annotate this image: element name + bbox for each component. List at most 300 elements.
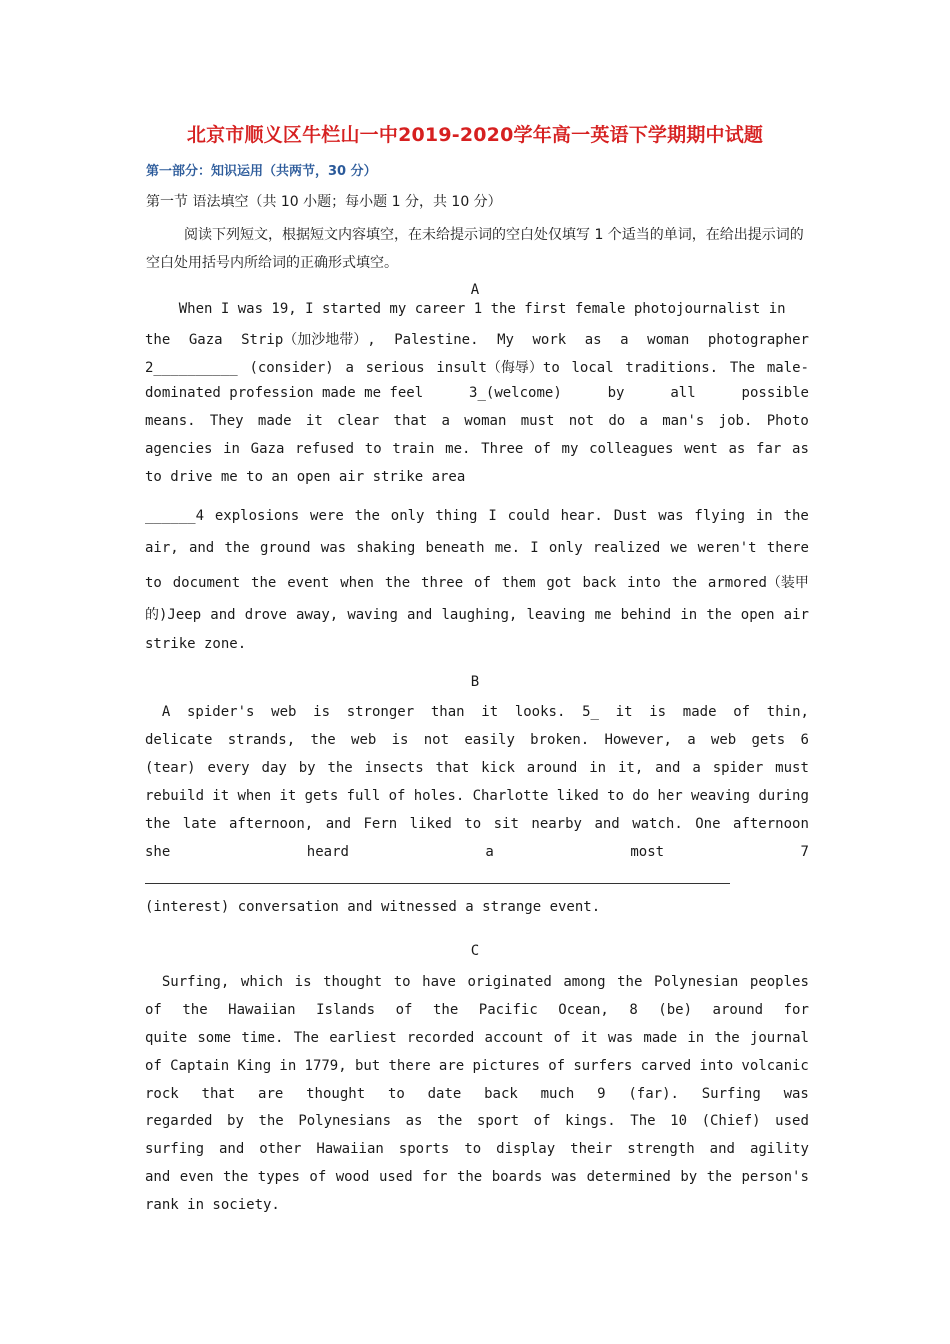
passage-line xyxy=(145,899,809,915)
line-word: My xyxy=(497,332,514,348)
line-word: for xyxy=(422,1169,448,1185)
line-word: However, xyxy=(604,732,672,748)
line-word: in xyxy=(279,1058,297,1074)
passage-line xyxy=(145,974,809,990)
line-word: 6 xyxy=(800,732,809,748)
line-word: three xyxy=(421,575,464,591)
line-word: kick xyxy=(481,760,515,776)
passage-line xyxy=(145,604,809,624)
line-word: among xyxy=(563,974,606,990)
line-word: her xyxy=(657,788,683,804)
line-word: for xyxy=(783,1002,809,1018)
line-word: liked xyxy=(556,788,599,804)
line-word: are xyxy=(438,1058,465,1074)
line-word: in xyxy=(680,607,698,623)
line-word: of xyxy=(309,1169,327,1185)
line-word: to xyxy=(145,575,162,591)
passage-line xyxy=(145,301,809,317)
line-word: the xyxy=(145,816,171,832)
line-word: local xyxy=(571,360,614,376)
line-word: there xyxy=(388,1058,431,1074)
line-word: and xyxy=(594,816,620,832)
line-word: it xyxy=(615,704,633,720)
line-word: back xyxy=(484,1086,518,1102)
line-word: They xyxy=(209,413,244,429)
line-word: the xyxy=(258,1113,284,1129)
line-word: to drive me to an open air strike area xyxy=(145,469,466,485)
passage-line xyxy=(145,1113,809,1129)
line-word: spider xyxy=(712,760,764,776)
line-word: there xyxy=(766,540,809,556)
line-word: A xyxy=(145,704,171,720)
line-word: was xyxy=(607,1030,634,1046)
line-word: by xyxy=(227,1113,244,1129)
line-word: armored（装甲 xyxy=(707,575,809,591)
line-word: my xyxy=(561,441,579,457)
line-word: Fern xyxy=(363,816,398,832)
line-word: Surfing, xyxy=(145,974,230,990)
line-word: was xyxy=(320,540,347,556)
line-word: Ocean, xyxy=(558,1002,609,1018)
line-word: volcanic xyxy=(741,1058,809,1074)
line-word: the xyxy=(384,575,411,591)
line-word: the xyxy=(354,508,380,524)
line-word: and xyxy=(188,540,215,556)
line-word: the xyxy=(783,508,809,524)
line-word: delicate xyxy=(145,732,213,748)
answer-blank-rule xyxy=(145,883,730,884)
line-word: the xyxy=(706,1169,732,1185)
line-word: in xyxy=(223,441,240,457)
line-word: and xyxy=(210,607,236,623)
line-word: when xyxy=(237,788,272,804)
line-word: as xyxy=(584,332,602,348)
line-word: used xyxy=(775,1113,809,1129)
line-word: Palestine. xyxy=(394,332,479,348)
line-word: got xyxy=(546,575,572,591)
line-word: of xyxy=(474,575,491,591)
passage-line xyxy=(145,1141,809,1157)
line-word: was xyxy=(658,508,684,524)
line-word: 1779, xyxy=(304,1058,347,1074)
line-word: a xyxy=(692,760,701,776)
line-word: me xyxy=(594,607,612,623)
line-word: possible xyxy=(741,385,809,401)
line-word: 9 xyxy=(597,1086,606,1102)
line-word: made xyxy=(682,704,717,720)
line-word: the xyxy=(706,607,732,623)
line-word: Gaza xyxy=(188,332,223,348)
passage-line xyxy=(145,385,809,401)
line-word: Surfing xyxy=(701,1086,761,1102)
line-word: 10 xyxy=(670,1113,687,1129)
line-word: of xyxy=(145,1002,162,1018)
line-word: woman xyxy=(464,413,507,429)
line-word: and xyxy=(145,1169,171,1185)
line-word: it xyxy=(580,1030,598,1046)
line-word: to xyxy=(607,788,625,804)
line-word: of xyxy=(548,1058,566,1074)
line-word: I xyxy=(530,540,539,556)
line-word: late xyxy=(182,816,217,832)
line-word: colleagues xyxy=(589,441,674,457)
line-word: every xyxy=(207,760,250,776)
passage-line xyxy=(145,572,809,592)
line-word: boards xyxy=(491,1169,543,1185)
line-word: it xyxy=(212,788,230,804)
passage-line xyxy=(145,732,809,748)
line-word: kings. xyxy=(565,1113,616,1129)
line-word: wood xyxy=(335,1169,370,1185)
line-word: gets xyxy=(751,732,786,748)
passage-line xyxy=(145,788,809,804)
line-word: to xyxy=(393,974,411,990)
line-word: surfing xyxy=(145,1141,205,1157)
line-word: surfers xyxy=(573,1058,633,1074)
line-word: The xyxy=(729,360,756,376)
line-word: made xyxy=(643,1030,678,1046)
line-word: afternoon, xyxy=(228,816,314,832)
line-word: the xyxy=(432,1002,459,1018)
line-word: a xyxy=(620,332,629,348)
line-word: The xyxy=(630,1113,656,1129)
line-word: full xyxy=(346,788,381,804)
line-word: to xyxy=(464,816,482,832)
line-word: Pacific xyxy=(478,1002,538,1018)
line-word: agencies xyxy=(145,441,213,457)
line-word: broken. xyxy=(530,732,590,748)
line-word: (Chief) xyxy=(701,1113,761,1129)
line-word: person's xyxy=(741,1169,809,1185)
passage-line xyxy=(145,469,809,485)
line-word: watch. xyxy=(632,816,683,832)
page-title: 北京市顺义区牛栏山一中2019-2020学年高一英语下学期期中试题 xyxy=(186,124,764,146)
line-word: around xyxy=(712,1002,764,1018)
line-word: to xyxy=(364,441,382,457)
line-word: web xyxy=(710,732,737,748)
line-word: event xyxy=(287,575,330,591)
line-word: their xyxy=(570,1141,613,1157)
line-word: the xyxy=(456,1169,483,1185)
line-word: we xyxy=(670,540,688,556)
line-word: the xyxy=(145,332,171,348)
line-word: heard xyxy=(306,844,349,860)
line-word: date xyxy=(427,1086,462,1102)
line-word: sit xyxy=(493,816,519,832)
line-word: Polynesians xyxy=(298,1113,392,1129)
line-word: insult（侮辱）to xyxy=(436,360,560,376)
line-word: pictures xyxy=(472,1058,540,1074)
line-word: of xyxy=(395,1002,413,1018)
line-word: explosions xyxy=(214,508,300,524)
line-word: that xyxy=(393,413,428,429)
line-word: regarded xyxy=(145,1113,213,1129)
line-word: not xyxy=(423,732,450,748)
passage-line xyxy=(145,1169,809,1185)
line-word: easily xyxy=(464,732,515,748)
line-word: Hawaiian xyxy=(228,1002,296,1018)
line-word: only xyxy=(548,540,583,556)
passage-line xyxy=(145,1030,809,1046)
line-word: a xyxy=(441,413,450,429)
line-word: and xyxy=(655,760,681,776)
line-word: thought xyxy=(323,974,383,990)
passage-line xyxy=(145,816,809,832)
line-word: journal xyxy=(749,1030,809,1046)
line-word: some xyxy=(197,1030,232,1046)
line-word: of xyxy=(534,441,551,457)
line-word: agility xyxy=(749,1141,809,1157)
line-word: rank in society. xyxy=(145,1197,280,1213)
line-word: 2__________ xyxy=(145,360,238,376)
line-word: woman xyxy=(647,332,690,348)
line-word: them xyxy=(501,575,536,591)
line-word: serious xyxy=(365,360,425,376)
passage-line xyxy=(145,1058,809,1074)
line-word: the xyxy=(310,732,336,748)
line-word: shaking xyxy=(356,540,416,556)
line-word: as xyxy=(405,1113,423,1129)
line-word: insects xyxy=(364,760,424,776)
line-word: Charlotte xyxy=(472,788,549,804)
line-word: waving xyxy=(347,607,398,623)
line-word: The xyxy=(293,1030,319,1046)
line-word: it, xyxy=(617,760,644,776)
passage-line xyxy=(145,508,809,524)
line-word: flying xyxy=(694,508,745,524)
line-word: clear xyxy=(337,413,380,429)
line-word: air, xyxy=(145,540,179,556)
line-word: a xyxy=(485,844,494,860)
passage-line xyxy=(145,329,809,349)
line-word: and xyxy=(407,607,433,623)
line-word: I xyxy=(488,508,497,524)
line-word: into xyxy=(699,1058,734,1074)
line-word: in xyxy=(755,508,773,524)
line-word: 5_ xyxy=(582,704,599,720)
line-word: Strip（加沙地带）, xyxy=(241,332,376,348)
line-word: stronger xyxy=(346,704,415,720)
passage-line xyxy=(145,413,809,429)
line-word: photographer xyxy=(707,332,809,348)
line-word: a xyxy=(639,413,648,429)
line-word: when xyxy=(340,575,374,591)
line-word: work xyxy=(532,332,567,348)
line-word: strike zone. xyxy=(145,636,247,652)
line-word: peoples xyxy=(749,974,809,990)
line-word: (be) xyxy=(658,1002,693,1018)
passage-line xyxy=(145,636,809,652)
line-word: me. xyxy=(494,540,521,556)
line-word: originated xyxy=(467,974,552,990)
line-word: air xyxy=(783,607,809,623)
line-word: recorded xyxy=(406,1030,475,1046)
line-word: do xyxy=(608,413,626,429)
line-word: man's xyxy=(662,413,705,429)
line-word: the xyxy=(714,1030,740,1046)
line-word: a xyxy=(687,732,696,748)
line-word: Photo xyxy=(766,413,809,429)
line-word: during xyxy=(758,788,809,804)
line-word: ______4 xyxy=(145,508,205,524)
line-word: are xyxy=(258,1086,284,1102)
line-word: 3_(welcome) xyxy=(469,385,562,401)
line-word: train xyxy=(392,441,435,457)
line-word: hear. xyxy=(560,508,603,524)
line-word: it xyxy=(279,788,297,804)
line-word: of xyxy=(388,788,406,804)
line-word: and xyxy=(218,1141,245,1157)
line-word: thing xyxy=(435,508,478,524)
line-word: traditions. xyxy=(625,360,719,376)
line-word: earliest xyxy=(329,1030,397,1046)
line-word: spider's xyxy=(187,704,255,720)
section-heading: 第一节 语法填空（共 10 小题；每小题 1 分，共 10 分） xyxy=(146,194,502,210)
line-word: thought xyxy=(306,1086,366,1102)
line-word: to xyxy=(387,1086,405,1102)
line-word: than xyxy=(430,704,465,720)
passage-label: B xyxy=(470,674,480,690)
line-word: means. xyxy=(145,413,196,429)
line-word: must xyxy=(520,413,555,429)
line-word: time. xyxy=(241,1030,284,1046)
line-word: me. xyxy=(445,441,471,457)
line-word: to xyxy=(464,1141,482,1157)
passage-line xyxy=(145,540,809,556)
line-word: Dust xyxy=(613,508,648,524)
line-word: male- xyxy=(766,360,809,376)
line-word: realized xyxy=(592,540,661,556)
line-word: job. xyxy=(718,413,753,429)
line-word: display xyxy=(496,1141,556,1157)
line-word: Islands xyxy=(316,1002,376,1018)
line-word: web xyxy=(271,704,297,720)
line-word: rebuild xyxy=(145,788,205,804)
line-word: Three xyxy=(481,441,524,457)
line-word: holes. xyxy=(413,788,465,804)
line-word: she xyxy=(145,844,171,860)
line-word: weaving xyxy=(691,788,751,804)
line-word: the xyxy=(224,540,250,556)
line-word: in xyxy=(589,760,607,776)
line-word: 的)Jeep xyxy=(145,607,202,623)
line-word: laughing, xyxy=(441,607,518,623)
line-word: of xyxy=(553,1030,571,1046)
line-word: One xyxy=(695,816,721,832)
line-word: were xyxy=(310,508,344,524)
line-word: weren't xyxy=(697,540,757,556)
line-word: is xyxy=(294,974,312,990)
line-word: back xyxy=(582,575,617,591)
line-word: nearby xyxy=(531,816,582,832)
line-word: it xyxy=(481,704,499,720)
passage-label: C xyxy=(470,943,480,959)
line-word: made xyxy=(257,413,292,429)
line-word: (tear) xyxy=(145,760,196,776)
line-word: even xyxy=(179,1169,214,1185)
line-word: but xyxy=(354,1058,381,1074)
line-word: used xyxy=(378,1169,413,1185)
line-word: as xyxy=(728,441,746,457)
line-word: determined xyxy=(586,1169,671,1185)
line-word: looks. xyxy=(514,704,566,720)
line-word: the xyxy=(327,760,353,776)
line-word: which xyxy=(240,974,284,990)
line-word: (consider) xyxy=(249,360,334,376)
line-word: day xyxy=(261,760,287,776)
line-word: all xyxy=(670,385,696,401)
line-word: the xyxy=(222,1169,249,1185)
line-word: 7 xyxy=(800,844,809,860)
line-word: ground xyxy=(259,540,311,556)
passage-line xyxy=(145,1086,809,1102)
line-word: of xyxy=(145,1058,162,1074)
line-word: far xyxy=(756,441,782,457)
line-word: into xyxy=(627,575,661,591)
line-word: it xyxy=(305,413,323,429)
line-word: that xyxy=(435,760,470,776)
line-word: drove xyxy=(244,607,287,623)
line-word: the xyxy=(437,1113,463,1129)
line-word: sport xyxy=(476,1113,520,1129)
line-word: the xyxy=(251,575,277,591)
line-word: (far). xyxy=(628,1086,679,1102)
line-word: rock xyxy=(145,1086,179,1102)
line-word: strands, xyxy=(227,732,296,748)
line-word: was xyxy=(551,1169,578,1185)
line-word: thin, xyxy=(766,704,809,720)
line-word: behind xyxy=(620,607,672,623)
line-word: leaving xyxy=(526,607,586,623)
line-word: document xyxy=(172,575,241,591)
line-word: of xyxy=(733,704,751,720)
passage-line xyxy=(145,1002,809,1018)
line-word: types xyxy=(257,1169,300,1185)
line-word: refused xyxy=(295,441,355,457)
line-word: around xyxy=(526,760,578,776)
line-word: by xyxy=(298,760,316,776)
line-word: gets xyxy=(304,788,339,804)
line-word: the xyxy=(182,1002,208,1018)
line-word: in xyxy=(687,1030,705,1046)
line-word: as xyxy=(792,441,809,457)
passage-line xyxy=(145,704,809,720)
line-word: other xyxy=(259,1141,302,1157)
instructions: 阅读下列短文，根据短文内容填空，在未给提示词的空白处仅填写 1 个适当的单词，在给出提示词的空白处用括号内所给词的正确形式填空。 xyxy=(146,227,804,271)
passage-line xyxy=(145,760,809,776)
line-word: 8 xyxy=(629,1002,638,1018)
passage-line xyxy=(145,357,809,377)
line-word: the xyxy=(617,974,643,990)
line-word: (interest) conversation and witnessed a strange event. xyxy=(145,899,601,915)
line-word: could xyxy=(507,508,550,524)
line-word: only xyxy=(390,508,425,524)
line-word: not xyxy=(568,413,595,429)
line-word: is xyxy=(391,732,409,748)
line-word: Polynesian xyxy=(654,974,739,990)
line-word: away, xyxy=(296,607,339,623)
line-word: web xyxy=(351,732,377,748)
line-word: have xyxy=(422,974,456,990)
line-word: carved xyxy=(640,1058,692,1074)
line-word: by xyxy=(607,385,625,401)
line-word: dominated profession made me feel xyxy=(145,385,424,401)
passage-line xyxy=(145,844,809,860)
line-word: much xyxy=(540,1086,575,1102)
passage-line xyxy=(145,441,809,457)
line-word: strength xyxy=(627,1141,695,1157)
line-word: went xyxy=(684,441,718,457)
